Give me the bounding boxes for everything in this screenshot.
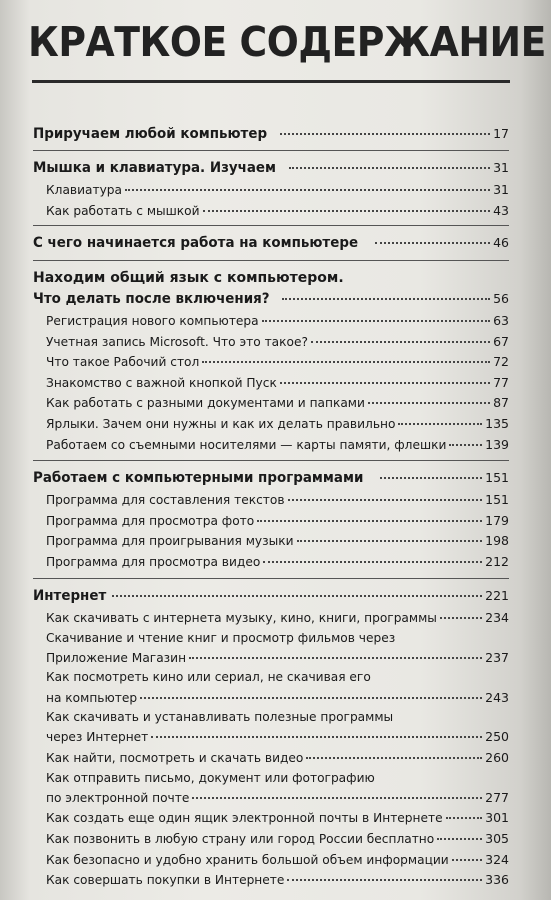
toc-entry-title: Приручаем любой компьютер <box>33 126 268 142</box>
page-number: 77 <box>493 374 509 390</box>
toc-subsection[interactable] <box>46 650 509 665</box>
toc-subsection[interactable] <box>46 729 509 744</box>
toc-entry-title: Как работать с мышкой <box>46 203 200 218</box>
dot-leader <box>452 859 482 861</box>
toc-subsection[interactable] <box>46 437 509 452</box>
page-number: 243 <box>485 689 509 705</box>
toc-entry-title: Как создать еще один ящик электронной почты в Интернете <box>46 811 443 826</box>
toc-entry-title: Программа для просмотра видео <box>46 554 261 569</box>
toc-entry-title: Как найти, посмотреть и скачать видео <box>46 751 304 765</box>
dot-leader <box>192 797 482 799</box>
toc-entry-line: Находим общий язык с компьютером. <box>33 270 344 286</box>
toc-chapter[interactable] <box>33 160 509 176</box>
page-number: 63 <box>493 313 509 328</box>
page-number: 277 <box>485 789 509 805</box>
toc-subsection[interactable] <box>46 554 509 569</box>
toc-subsection[interactable] <box>46 690 509 705</box>
page-number: 234 <box>485 610 509 625</box>
toc-entry-line: Скачивание и чтение книг и просмотр фильмов через <box>46 630 396 645</box>
toc-entry-title: Приложение Магазин <box>46 650 187 665</box>
page-number: 31 <box>493 160 509 175</box>
toc-subsection[interactable] <box>46 354 509 369</box>
dot-leader <box>288 499 483 501</box>
page-number: 67 <box>493 333 509 349</box>
page-number: 72 <box>493 354 509 370</box>
page-number: 179 <box>485 512 509 528</box>
page-number: 31 <box>493 182 509 197</box>
dot-leader <box>311 341 490 343</box>
toc-entry-title: через Интернет <box>46 730 149 745</box>
toc-subsection[interactable] <box>46 831 509 846</box>
toc-chapter[interactable] <box>33 291 509 307</box>
toc-entry-title: Как работать с разными документами и папками <box>46 396 365 411</box>
toc-entry-title: С чего начинается работа на компьютере <box>33 235 359 251</box>
dot-leader <box>375 242 490 244</box>
toc-entry-title: Клавиатура <box>46 183 122 197</box>
toc-subsection[interactable] <box>46 492 509 507</box>
toc-entry-title: Что такое Рабочий стол <box>46 355 200 370</box>
toc-subsection[interactable] <box>46 790 509 805</box>
toc-subsection[interactable] <box>46 375 509 390</box>
toc-entry-title: Как скачивать с интернета музыку, кино, книги, программы <box>46 611 437 625</box>
page-number: 87 <box>493 395 509 411</box>
section-divider <box>33 460 509 461</box>
page-number: 301 <box>485 810 509 826</box>
toc-entry-title: Как позвонить в любую страну или город России бесплатно <box>46 832 435 846</box>
dot-leader <box>380 477 482 479</box>
title-underline <box>32 80 510 83</box>
toc-subsection[interactable] <box>46 872 509 887</box>
page-number: 305 <box>485 831 509 846</box>
toc-entry-line: Как отправить письмо, документ или фотографию <box>46 770 375 785</box>
section-divider <box>33 225 509 226</box>
toc-chapter[interactable] <box>33 588 509 604</box>
page-number: 151 <box>485 470 509 485</box>
dot-leader <box>112 595 482 597</box>
page-number: 260 <box>485 750 509 765</box>
toc-entry-title: Программа для просмотра фото <box>46 513 255 528</box>
toc-entry-title: на компьютер <box>46 690 138 705</box>
dot-leader <box>202 361 490 363</box>
toc-entry-title: Что делать после включения? <box>33 291 270 307</box>
dot-leader <box>151 736 482 738</box>
toc-entry-title: по электронной почте <box>46 790 190 805</box>
dot-leader <box>125 189 490 191</box>
toc-subsection[interactable] <box>46 203 509 218</box>
dot-leader <box>297 540 483 542</box>
toc-entry-title: Знакомство с важной кнопкой Пуск <box>46 375 277 390</box>
toc-entry-title: Работаем со съемными носителями — карты памяти, флешки <box>46 437 447 452</box>
page-number: 151 <box>485 492 509 507</box>
page-number: 237 <box>485 649 509 665</box>
page-number: 212 <box>485 553 509 569</box>
page-number: 56 <box>493 291 509 306</box>
dot-leader <box>280 133 490 135</box>
toc-subsection[interactable] <box>46 810 509 825</box>
toc-subsection[interactable] <box>46 513 509 528</box>
toc-subsection[interactable] <box>46 750 509 765</box>
page-number: 336 <box>485 872 509 888</box>
dot-leader <box>449 444 482 446</box>
page-number: 198 <box>485 533 509 549</box>
dot-leader <box>368 402 490 404</box>
dot-leader <box>280 382 490 384</box>
dot-leader <box>446 817 483 819</box>
toc-chapter[interactable] <box>33 235 509 251</box>
bleed-through-shadow <box>378 96 551 216</box>
toc-subsection[interactable] <box>46 533 509 548</box>
page-number: 135 <box>485 416 509 431</box>
dot-leader <box>203 210 491 212</box>
page-number: 139 <box>485 436 509 452</box>
page-number: 43 <box>493 202 509 218</box>
toc-subsection[interactable] <box>46 610 509 625</box>
toc-subsection[interactable] <box>46 334 509 349</box>
section-divider <box>33 260 509 261</box>
toc-entry-title: Программа для проигрывания музыки <box>46 534 294 549</box>
dot-leader <box>437 838 482 840</box>
toc-entry-title: Программа для составления текстов <box>46 493 285 507</box>
page-number: 221 <box>485 588 509 603</box>
toc-entry-title: Как совершать покупки в Интернете <box>46 873 285 888</box>
dot-leader <box>257 520 482 522</box>
toc-subsection[interactable] <box>46 313 509 328</box>
toc-chapter[interactable] <box>33 126 509 142</box>
page-number: 250 <box>485 729 509 745</box>
dot-leader <box>306 757 482 759</box>
toc-entry-title: Интернет <box>33 588 107 604</box>
dot-leader <box>440 617 482 619</box>
page-number: 17 <box>493 126 509 141</box>
dot-leader <box>287 879 482 881</box>
dot-leader <box>189 657 482 659</box>
toc-subsection[interactable] <box>46 852 509 867</box>
toc-entry-title: Регистрация нового компьютера <box>46 314 259 328</box>
dot-leader <box>263 561 482 563</box>
toc-subsection[interactable] <box>46 182 509 197</box>
toc-entry-title: Мышка и клавиатура. Изучаем <box>33 160 277 176</box>
toc-entry-line: Как посмотреть кино или сериал, не скачивая его <box>46 670 371 685</box>
toc-chapter[interactable] <box>33 470 509 486</box>
toc-entry-title: Как безопасно и удобно хранить большой объем информации <box>46 852 449 867</box>
toc-entry-title: Работаем с компьютерными программами <box>33 470 364 486</box>
page-number: 46 <box>493 235 509 250</box>
toc-subsection[interactable] <box>46 416 509 431</box>
section-divider <box>33 578 509 579</box>
toc-entry-title: Учетная запись Microsoft. Что это такое? <box>46 334 308 349</box>
page-title: КРАТКОЕ СОДЕРЖАНИЕ <box>28 18 546 66</box>
dot-leader <box>140 697 482 699</box>
dot-leader <box>282 298 490 300</box>
toc-subsection[interactable] <box>46 395 509 410</box>
dot-leader <box>289 167 490 169</box>
dot-leader <box>262 320 490 322</box>
section-divider <box>33 150 509 151</box>
toc-entry-title: Ярлыки. Зачем они нужны и как их делать правильно <box>46 417 396 431</box>
dot-leader <box>398 423 482 425</box>
toc-entry-line: Как скачивать и устанавливать полезные программы <box>46 710 394 725</box>
page-number: 324 <box>485 851 509 867</box>
